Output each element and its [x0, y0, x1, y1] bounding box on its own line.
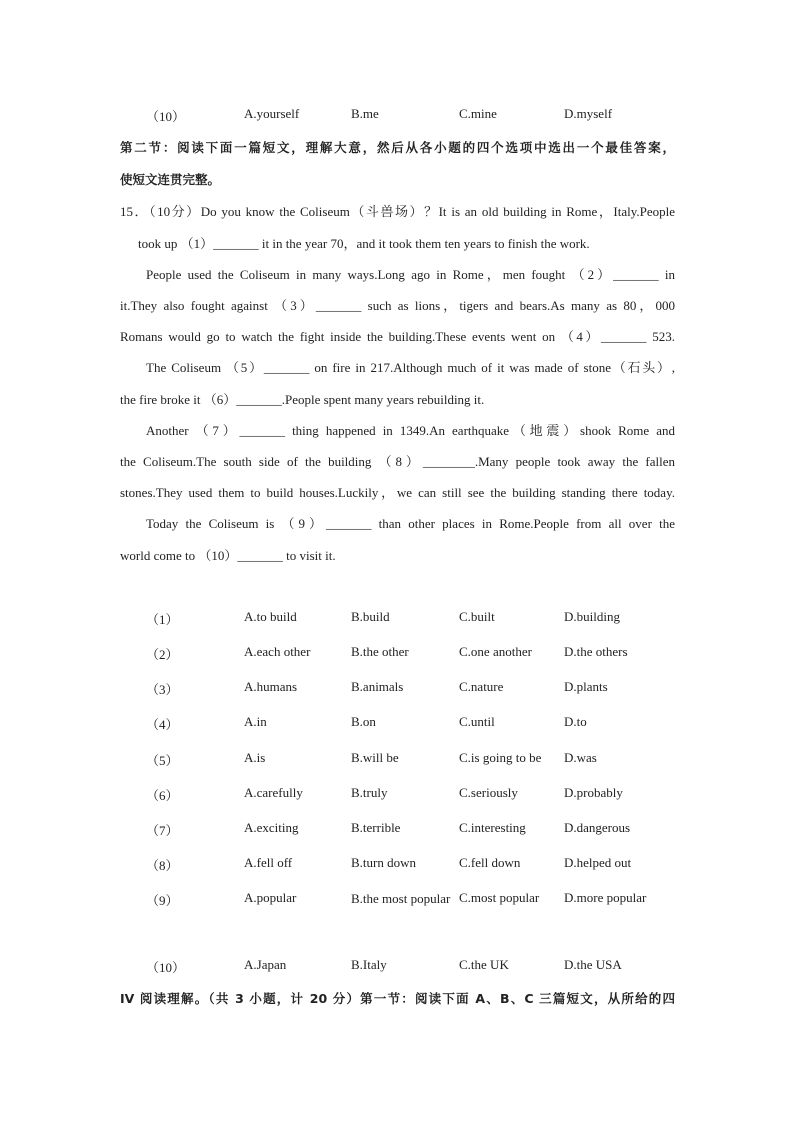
option-d: D.probably	[564, 785, 623, 800]
option-c: C.built	[459, 609, 495, 624]
question-number: （4）	[146, 717, 179, 732]
option-a: A.fell off	[244, 855, 293, 870]
option-c: C.nature	[459, 679, 504, 694]
passage-line: Another （7）_______ thing happened in 1349.An earthquake（地震）shook Rome and	[146, 423, 675, 438]
option-d: D.dangerous	[564, 820, 631, 835]
option-a: A.exciting	[244, 820, 299, 835]
passage-line: Today the Coliseum is （9）_______ than other places in Rome.People from all over the	[146, 516, 675, 531]
option-c: C.mine	[459, 106, 497, 121]
option-c: C.is going to be	[459, 750, 542, 765]
option-row	[0, 609, 794, 629]
option-a: A.to build	[244, 609, 297, 624]
option-b: B.truly	[351, 785, 388, 800]
passage-line: it.They also fought against （3）_______ such as lions，tigers and bears.As many as 80，000	[120, 298, 675, 313]
passage-line: Romans would go to watch the fight inside the building.These events went on （4）_______ 523.	[120, 329, 675, 344]
option-d: D.was	[564, 750, 597, 765]
passage-line: stones.They used them to build houses.Luckily，we can still see the building standing there today.	[120, 485, 675, 500]
option-row	[0, 785, 794, 805]
option-b: B.the most popular	[351, 891, 451, 906]
option-b: B.turn down	[351, 855, 416, 870]
option-c: C.fell down	[459, 855, 521, 870]
option-b: B.build	[351, 609, 390, 624]
option-d: D.to	[564, 714, 587, 729]
option-d: D.myself	[564, 106, 613, 121]
option-c: C.interesting	[459, 820, 526, 835]
passage-line: 15．（10分）Do you know the Coliseum（斗兽场）？It is an old building in Rome，Italy.People	[120, 204, 675, 219]
option-row	[0, 957, 794, 977]
option-b: B.Italy	[351, 957, 387, 972]
option-row	[0, 644, 794, 664]
option-c: C.the UK	[459, 957, 509, 972]
option-d: D.the others	[564, 644, 628, 659]
option-d: D.the USA	[564, 957, 622, 972]
question-number: （10）	[146, 960, 186, 975]
question-number: （3）	[146, 682, 179, 697]
question-10-prev-options	[0, 106, 794, 126]
option-row	[0, 750, 794, 770]
section2-instruction-line2: 使短文连贯完整。	[120, 172, 221, 187]
option-d: D.helped out	[564, 855, 632, 870]
option-b: B.will be	[351, 750, 399, 765]
question-number: （1）	[146, 612, 179, 627]
question-number: （8）	[146, 858, 179, 873]
option-row	[0, 890, 794, 940]
option-b: B.terrible	[351, 820, 401, 835]
question-number: （2）	[146, 647, 179, 662]
option-b: B.on	[351, 714, 376, 729]
question-number: （9）	[146, 893, 179, 908]
option-row	[0, 820, 794, 840]
passage-line: world come to （10）_______ to visit it.	[120, 548, 336, 563]
question-number: （5）	[146, 753, 179, 768]
section4-heading: IV 阅读理解。（共 3 小题，计 20 分）第一节：阅读下面 A、B、C 三篇短文，从所给的四	[120, 991, 675, 1006]
option-row	[0, 855, 794, 875]
option-d: D.plants	[564, 679, 608, 694]
option-c: C.until	[459, 714, 495, 729]
option-b: B.the other	[351, 644, 409, 659]
option-c: C.most popular	[459, 890, 540, 905]
option-a: A.in	[244, 714, 267, 729]
option-a: A.Japan	[244, 957, 287, 972]
section2-instruction-line1: 第二节：阅读下面一篇短文，理解大意，然后从各小题的四个选项中选出一个最佳答案，	[120, 140, 675, 155]
option-a: A.yourself	[244, 106, 300, 121]
option-c: C.one another	[459, 644, 532, 659]
option-a: A.is	[244, 750, 266, 765]
passage-line: People used the Coliseum in many ways.Long ago in Rome，men fought （2）_______ in	[146, 267, 675, 282]
question-number: （6）	[146, 788, 179, 803]
option-b: B.me	[351, 106, 379, 121]
option-row	[0, 714, 794, 734]
passage-line: took up （1）_______ it in the year 70，and it took them ten years to finish the work.	[138, 236, 590, 251]
passage-line: The Coliseum （5）_______ on fire in 217.Although much of it was made of stone（石头）,	[146, 360, 675, 375]
option-a: A.carefully	[244, 785, 303, 800]
passage-line: the Coliseum.The south side of the building （8）________.Many people took away the fallen	[120, 454, 675, 469]
option-a: A.popular	[244, 890, 297, 905]
option-row	[0, 679, 794, 699]
passage-line: the fire broke it （6）_______.People spent many years rebuilding it.	[120, 392, 485, 407]
question-number: （7）	[146, 823, 179, 838]
question-number: （10）	[146, 109, 186, 124]
option-a: A.each other	[244, 644, 311, 659]
option-d: D.more popular	[564, 890, 647, 905]
option-a: A.humans	[244, 679, 298, 694]
option-d: D.building	[564, 609, 620, 624]
option-b: B.animals	[351, 679, 404, 694]
option-c: C.seriously	[459, 785, 518, 800]
